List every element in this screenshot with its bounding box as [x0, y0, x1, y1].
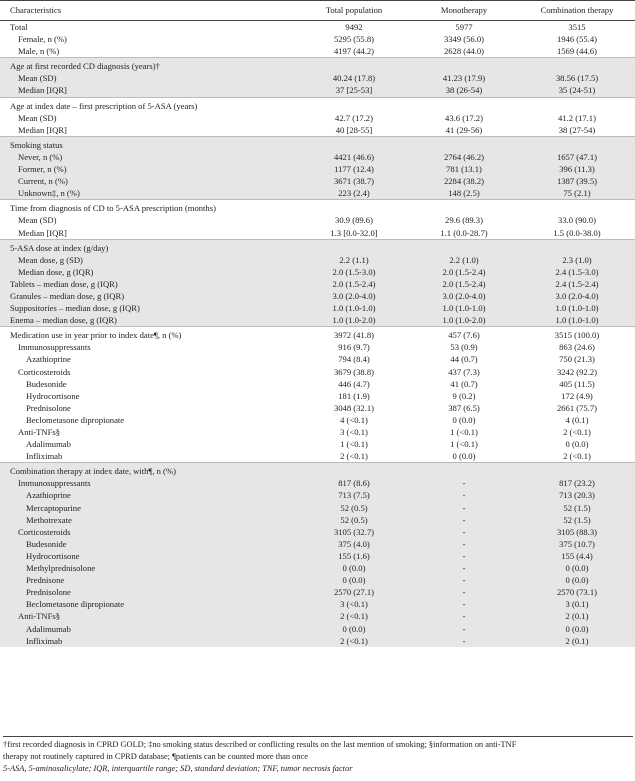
cell-monotherapy: - — [462, 587, 466, 598]
row-label: Adalimumab — [26, 439, 71, 450]
table-row — [0, 378, 635, 390]
cell-combination: 41.2 (17.1) — [558, 112, 596, 123]
cell-total: 817 (8.6) — [338, 478, 370, 489]
cell-monotherapy: 1.1 (0.0-28.7) — [440, 227, 488, 238]
table-row — [0, 33, 635, 45]
table-section — [0, 21, 635, 58]
row-label: Never, n (%) — [18, 151, 63, 162]
table-row — [0, 514, 635, 526]
cell-total: 155 (1.6) — [338, 550, 370, 561]
cell-monotherapy: 1 (<0.1) — [450, 427, 478, 437]
cell-monotherapy: 53 (0.9) — [450, 342, 478, 353]
table-row — [0, 463, 635, 478]
cell-combination: 0 (0.0) — [565, 623, 589, 634]
cell-monotherapy: - — [462, 526, 466, 537]
cell-total: 4 (<0.1) — [340, 414, 368, 425]
row-label: Beclometasone dipropionate — [26, 414, 125, 425]
cell-combination: 1387 (39.5) — [556, 176, 598, 187]
row-label: Methylprednisolone — [26, 563, 96, 574]
cell-total: 1.3 [0.0-32.0] — [330, 227, 378, 238]
cell-monotherapy: 3.0 (2.0-4.0) — [442, 290, 486, 301]
cell-total: 713 (7.5) — [338, 490, 370, 501]
cell-monotherapy: 3349 (56.0) — [443, 34, 485, 45]
cell-monotherapy: 41.23 (17.9) — [442, 73, 486, 84]
cell-total: 0 (0.0) — [342, 623, 366, 634]
table-row — [0, 200, 635, 215]
cell-combination: 2 (0.1) — [565, 635, 589, 646]
characteristics-table — [0, 0, 635, 21]
row-label: Age at first recorded CD diagnosis (years)† — [0, 58, 299, 73]
row-label: Unknown‡, n (%) — [18, 188, 80, 199]
cell-monotherapy: 2.2 (1.0) — [449, 254, 479, 265]
cell-monotherapy: - — [462, 635, 466, 646]
cell-monotherapy: - — [462, 575, 466, 586]
cell-total: 223 (2.4) — [338, 188, 370, 199]
row-label: Granules – median dose, g (IQR) — [10, 290, 125, 301]
table-row — [0, 112, 635, 124]
cell-monotherapy — [409, 136, 519, 151]
table-body — [0, 21, 635, 647]
cell-combination: 3515 (100.0) — [519, 327, 635, 342]
cell-total — [299, 463, 409, 478]
cell-monotherapy: - — [462, 599, 466, 610]
row-label: Hydrocortisone — [26, 390, 80, 401]
cell-combination: 1657 (47.1) — [556, 151, 598, 162]
row-label: Anti-TNFs§ — [18, 611, 61, 622]
cell-total: 1 (<0.1) — [340, 439, 368, 450]
cell-total: 3.0 (2.0-4.0) — [332, 290, 376, 301]
table-section — [0, 136, 635, 199]
header-combination-therapy: Combination therapy — [519, 1, 635, 21]
cell-combination: 33.0 (90.0) — [558, 215, 596, 226]
cell-monotherapy: 38 (26-54) — [445, 85, 483, 96]
cell-total: 2.0 (1.5-3.0) — [332, 266, 376, 277]
cell-total: 916 (9.7) — [338, 342, 370, 353]
cell-monotherapy: 457 (7.6) — [409, 327, 519, 342]
cell-total: 446 (4.7) — [338, 378, 370, 389]
cell-combination: 4 (0.1) — [565, 414, 589, 425]
cell-total: 37 [25-53] — [335, 85, 373, 96]
table-row — [0, 489, 635, 501]
table-row — [0, 58, 635, 73]
cell-total: 42.7 (17.2) — [335, 112, 373, 123]
cell-combination: 2661 (75.7) — [556, 402, 598, 413]
cell-total: 3679 (38.8) — [333, 366, 375, 377]
row-label: Suppositories – median dose, g (IQR) — [10, 303, 140, 314]
cell-total: 2 (<0.1) — [340, 611, 368, 622]
cell-monotherapy: 29.6 (89.3) — [445, 215, 483, 226]
cell-monotherapy — [409, 58, 519, 73]
row-label: Prednisolone — [26, 587, 71, 598]
table-row — [0, 477, 635, 489]
table-row — [0, 341, 635, 353]
cell-combination: 1569 (44.6) — [556, 46, 598, 57]
cell-combination: 2.3 (1.0) — [562, 254, 592, 265]
cell-total: 794 (8.4) — [338, 354, 370, 365]
cell-total: 5295 (55.8) — [333, 34, 375, 45]
table-row — [0, 402, 635, 414]
cell-combination: 2 (0.1) — [565, 611, 589, 622]
row-label: Azathioprine — [26, 490, 71, 501]
row-label: Tablets – median dose, g (IQR) — [10, 278, 118, 289]
cell-monotherapy — [409, 200, 519, 215]
cell-monotherapy: 1 (<0.1) — [450, 439, 478, 450]
cell-monotherapy: 2.0 (1.5-2.4) — [442, 266, 486, 277]
header-characteristics: Characteristics — [0, 1, 299, 21]
row-label: Infliximab — [26, 635, 63, 646]
cell-combination: 1.5 (0.0-38.0) — [553, 227, 601, 238]
cell-monotherapy: 0 (0.0) — [452, 451, 476, 462]
table-row — [0, 574, 635, 586]
cell-combination: 1946 (55.4) — [556, 34, 598, 45]
cell-combination — [519, 200, 635, 215]
cell-combination: 1.0 (1.0-1.0) — [555, 303, 599, 314]
cell-monotherapy: 2628 (44.0) — [443, 46, 485, 57]
cell-monotherapy: 387 (6.5) — [448, 402, 480, 413]
cell-total: 2.0 (1.5-2.4) — [332, 278, 376, 289]
table-section — [0, 200, 635, 239]
cell-combination: 817 (23.2) — [559, 478, 595, 489]
table-row — [0, 586, 635, 598]
cell-total: 4421 (46.6) — [333, 151, 375, 162]
table-row — [0, 175, 635, 187]
cell-combination — [519, 239, 635, 254]
table-row — [0, 187, 635, 200]
table-row — [0, 290, 635, 302]
table-row — [0, 97, 635, 112]
cell-combination: 3242 (92.2) — [556, 366, 598, 377]
row-label: Time from diagnosis of CD to 5-ASA prescription (months) — [0, 200, 299, 215]
row-label: Current, n (%) — [18, 176, 68, 187]
footnote-line-1: †first recorded diagnosis in CPRD GOLD; ‡no smoking status described or conflicting results on the last mention of smoking; §information on anti-TNF — [3, 740, 517, 749]
table-row — [0, 610, 635, 622]
table-row — [0, 450, 635, 463]
cell-combination: 2 (<0.1) — [563, 451, 591, 462]
table-row — [0, 227, 635, 240]
cell-combination: 3.0 (2.0-4.0) — [555, 290, 599, 301]
table-row — [0, 314, 635, 327]
cell-combination: 52 (1.5) — [563, 514, 591, 525]
table-row — [0, 426, 635, 438]
cell-combination: 2570 (73.1) — [556, 587, 598, 598]
row-label: Medication use in year prior to index date¶, n (%) — [0, 327, 299, 342]
cell-total — [299, 200, 409, 215]
table-row — [0, 239, 635, 254]
cell-total: 1.0 (1.0-1.0) — [332, 303, 376, 314]
table-row — [0, 550, 635, 562]
cell-monotherapy: - — [462, 514, 466, 525]
cell-monotherapy: 43.6 (17.2) — [445, 112, 483, 123]
cell-total: 3048 (32.1) — [333, 402, 375, 413]
table-section — [0, 97, 635, 136]
row-label: Median dose, g (IQR) — [18, 266, 94, 277]
cell-monotherapy: 41 (29-56) — [445, 124, 483, 135]
cell-monotherapy: - — [462, 502, 466, 513]
footnote-line-2: therapy not routinely captured in CPRD database; ¶patients can be counted more than once — [3, 752, 308, 761]
cell-combination: 405 (11.5) — [559, 378, 595, 389]
table-row — [0, 84, 635, 97]
cell-monotherapy: 2.0 (1.5-2.4) — [442, 278, 486, 289]
table-row — [0, 327, 635, 342]
row-label: Combination therapy at index date, with¶, n (%) — [0, 463, 299, 478]
cell-monotherapy: 41 (0.7) — [450, 378, 478, 389]
table-row — [0, 124, 635, 137]
cell-total: 3 (<0.1) — [340, 427, 368, 437]
table-row — [0, 538, 635, 550]
cell-combination: 172 (4.9) — [561, 390, 593, 401]
cell-total: 52 (0.5) — [340, 502, 368, 513]
cell-monotherapy: 5977 — [455, 22, 473, 32]
row-label: Immunosuppressants — [18, 342, 91, 353]
row-label: Mercaptopurine — [26, 502, 81, 513]
cell-combination: 38 (27-54) — [558, 124, 596, 135]
table-row — [0, 366, 635, 378]
cell-monotherapy: 781 (13.1) — [446, 164, 482, 175]
cell-total: 0 (0.0) — [342, 563, 366, 574]
cell-monotherapy: 148 (2.5) — [448, 188, 480, 199]
cell-combination: 3515 — [568, 22, 586, 32]
cell-monotherapy: 2764 (46.2) — [443, 151, 485, 162]
cell-monotherapy: 9 (0.2) — [452, 390, 476, 401]
row-label: Mean dose, g (SD) — [18, 254, 83, 265]
row-label: Smoking status — [0, 136, 299, 151]
cell-combination: 713 (20.3) — [559, 490, 595, 501]
cell-monotherapy: - — [462, 490, 466, 501]
row-label: Former, n (%) — [18, 164, 67, 175]
table-row — [0, 562, 635, 574]
row-label: Corticosteroids — [18, 366, 71, 377]
cell-monotherapy: - — [462, 478, 466, 489]
cell-combination: 52 (1.5) — [563, 502, 591, 513]
row-label: Hydrocortisone — [26, 550, 80, 561]
table-row — [0, 21, 635, 33]
cell-total: 3671 (38.7) — [333, 176, 375, 187]
cell-combination: 38.56 (17.5) — [555, 73, 599, 84]
header-monotherapy: Monotherapy — [409, 1, 519, 21]
cell-total: 2 (<0.1) — [340, 451, 368, 462]
cell-combination: 863 (24.6) — [559, 342, 595, 353]
cell-combination: 3105 (88.3) — [556, 526, 598, 537]
table-row — [0, 414, 635, 426]
cell-monotherapy: - — [462, 538, 466, 549]
cell-combination: 0 (0.0) — [565, 563, 589, 574]
cell-combination: 1.0 (1.0-1.0) — [555, 315, 599, 326]
cell-combination: 35 (24-51) — [558, 85, 596, 96]
cell-total: 3 (<0.1) — [340, 599, 368, 610]
row-label: 5-ASA dose at index (g/day) — [0, 239, 299, 254]
row-label: Mean (SD) — [18, 73, 57, 84]
cell-combination: 396 (11.3) — [559, 164, 595, 175]
table-row — [0, 45, 635, 58]
cell-total: 40 [28-55] — [335, 124, 373, 135]
row-label: Age at index date – first prescription of 5-ASA (years) — [0, 97, 299, 112]
table-section — [0, 239, 635, 327]
table-row — [0, 598, 635, 610]
table-header — [0, 1, 635, 21]
cell-total: 4197 (44.2) — [333, 46, 375, 57]
row-label: Enema – median dose, g (IQR) — [10, 315, 117, 326]
row-label: Immunosuppressants — [18, 478, 91, 489]
table-row — [0, 438, 635, 450]
table-row — [0, 254, 635, 266]
table-row — [0, 163, 635, 175]
table-footnotes — [3, 736, 633, 775]
row-label: Mean (SD) — [18, 215, 57, 226]
cell-combination: 0 (0.0) — [565, 575, 589, 586]
cell-total — [299, 136, 409, 151]
row-label: Total — [10, 22, 28, 32]
table-row — [0, 635, 635, 647]
cell-combination — [519, 58, 635, 73]
cell-combination: 2 (<0.1) — [563, 427, 591, 437]
cell-monotherapy: 2284 (38.2) — [443, 176, 485, 187]
row-label: Mean (SD) — [18, 112, 57, 123]
cell-monotherapy: 0 (0.0) — [452, 414, 476, 425]
cell-combination: 750 (21.3) — [559, 354, 595, 365]
row-label: Median [IQR] — [18, 227, 67, 238]
cell-combination: 375 (10.7) — [559, 538, 595, 549]
table-section — [0, 327, 635, 463]
cell-monotherapy: 44 (0.7) — [450, 354, 478, 365]
cell-combination: 2.4 (1.5-2.4) — [555, 278, 599, 289]
cell-total: 181 (1.9) — [338, 390, 370, 401]
cell-total: 40.24 (17.8) — [332, 73, 376, 84]
cell-monotherapy: - — [462, 623, 466, 634]
cell-monotherapy: 437 (7.3) — [448, 366, 480, 377]
table-row — [0, 526, 635, 538]
table-row — [0, 390, 635, 402]
cell-combination — [519, 463, 635, 478]
cell-total: 3972 (41.8) — [299, 327, 409, 342]
row-label: Median [IQR] — [18, 124, 67, 135]
cell-total: 375 (4.0) — [338, 538, 370, 549]
table-row — [0, 136, 635, 151]
cell-combination: 2.4 (1.5-3.0) — [555, 266, 599, 277]
row-label: Anti-TNFs§ — [18, 427, 61, 437]
cell-total: 52 (0.5) — [340, 514, 368, 525]
table-row — [0, 72, 635, 84]
table-row — [0, 502, 635, 514]
cell-total — [299, 97, 409, 112]
row-label: Male, n (%) — [18, 46, 60, 57]
row-label: Median [IQR] — [18, 85, 67, 96]
cell-combination: 155 (4.4) — [561, 550, 593, 561]
table-section — [0, 463, 635, 647]
cell-total: 1.0 (1.0-2.0) — [332, 315, 376, 326]
table-row — [0, 214, 635, 226]
cell-monotherapy — [409, 97, 519, 112]
cell-combination — [519, 97, 635, 112]
row-label: Female, n (%) — [18, 34, 67, 45]
cell-total: 30.9 (89.6) — [335, 215, 373, 226]
header-row — [0, 1, 635, 21]
table-row — [0, 353, 635, 365]
cell-combination: 0 (0.0) — [565, 439, 589, 450]
cell-monotherapy: - — [462, 611, 466, 622]
table-row — [0, 302, 635, 314]
row-label: Budesonide — [26, 378, 67, 389]
cell-combination: 75 (2.1) — [563, 188, 591, 199]
cell-total: 2570 (27.1) — [333, 587, 375, 598]
cell-total: 2 (<0.1) — [340, 635, 368, 646]
header-total-population: Total population — [299, 1, 409, 21]
cell-monotherapy: 1.0 (1.0-2.0) — [442, 315, 486, 326]
cell-total: 0 (0.0) — [342, 575, 366, 586]
row-label: Adalimumab — [26, 623, 71, 634]
abbreviations-note: 5-ASA, 5-aminosalicylate; IQR, interquartile range; SD, standard deviation; TNF, tumor necrosis factor — [3, 764, 353, 773]
cell-monotherapy — [409, 463, 519, 478]
cell-total — [299, 239, 409, 254]
table-row — [0, 623, 635, 635]
cell-combination: 3 (0.1) — [565, 599, 589, 610]
table-section — [0, 58, 635, 97]
row-label: Corticosteroids — [18, 526, 71, 537]
cell-total: 9492 — [345, 22, 363, 32]
cell-monotherapy — [409, 239, 519, 254]
cell-total: 3105 (32.7) — [333, 526, 375, 537]
cell-total: 2.2 (1.1) — [339, 254, 369, 265]
row-label: Beclometasone dipropionate — [26, 599, 125, 610]
table-row — [0, 151, 635, 163]
row-label: Prednisone — [26, 575, 65, 586]
table-row — [0, 278, 635, 290]
cell-monotherapy: - — [462, 550, 466, 561]
row-label: Methotrexate — [26, 514, 72, 525]
cell-monotherapy: - — [462, 563, 466, 574]
row-label: Budesonide — [26, 538, 67, 549]
cell-total — [299, 58, 409, 73]
table-row — [0, 266, 635, 278]
row-label: Prednisolone — [26, 402, 71, 413]
cell-combination — [519, 136, 635, 151]
cell-total: 1177 (12.4) — [334, 164, 374, 175]
cell-monotherapy: 1.0 (1.0-1.0) — [442, 303, 486, 314]
row-label: Infliximab — [26, 451, 63, 462]
row-label: Azathioprine — [26, 354, 71, 365]
